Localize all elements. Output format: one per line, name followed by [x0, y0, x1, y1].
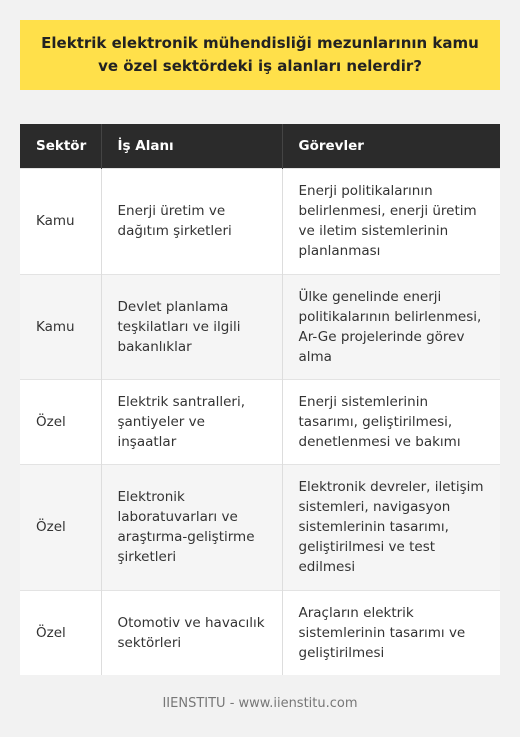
- cell-job-area: Elektronik laboratuvarları ve araştırma-geliştirme şirketleri: [101, 464, 282, 590]
- header-sector: Sektör: [20, 124, 101, 168]
- table-row: [20, 379, 500, 464]
- cell-sector: Özel: [20, 379, 101, 464]
- cell-job-area: Elektrik santralleri, şantiyeler ve inşaatlar: [101, 379, 282, 464]
- table-header-row: [20, 124, 500, 168]
- header-job-area: İş Alanı: [101, 124, 282, 168]
- cell-duties: Araçların elektrik sistemlerinin tasarımı ve geliştirilmesi: [282, 590, 500, 675]
- sector-table: [20, 124, 500, 675]
- cell-job-area: Otomotiv ve havacılık sektörleri: [101, 590, 282, 675]
- cell-job-area: Devlet planlama teşkilatları ve ilgili bakanlıklar: [101, 274, 282, 379]
- footer-credit: IIENSTITU - www.iienstitu.com: [162, 696, 358, 711]
- cell-sector: Özel: [20, 590, 101, 675]
- page-title: Elektrik elektronik mühendisliği mezunlarının kamu ve özel sektördeki iş alanları nelerdir?: [20, 20, 500, 90]
- cell-duties: Enerji politikalarının belirlenmesi, enerji üretim ve iletim sistemlerinin planlanması: [282, 168, 500, 274]
- cell-sector: Özel: [20, 464, 101, 590]
- cell-job-area: Enerji üretim ve dağıtım şirketleri: [101, 168, 282, 274]
- cell-sector: Kamu: [20, 274, 101, 379]
- cell-sector: Kamu: [20, 168, 101, 274]
- table-row: [20, 590, 500, 675]
- cell-duties: Enerji sistemlerinin tasarımı, geliştirilmesi, denetlenmesi ve bakımı: [282, 379, 500, 464]
- table-row: [20, 464, 500, 590]
- cell-duties: Ülke genelinde enerji politikalarının belirlenmesi, Ar-Ge projelerinde görev alma: [282, 274, 500, 379]
- cell-duties: Elektronik devreler, iletişim sistemleri, navigasyon sistemlerinin tasarımı, geliştirilmesi ve test edilmesi: [282, 464, 500, 590]
- table-row: [20, 274, 500, 379]
- header-duties: Görevler: [282, 124, 500, 168]
- table-row: [20, 168, 500, 274]
